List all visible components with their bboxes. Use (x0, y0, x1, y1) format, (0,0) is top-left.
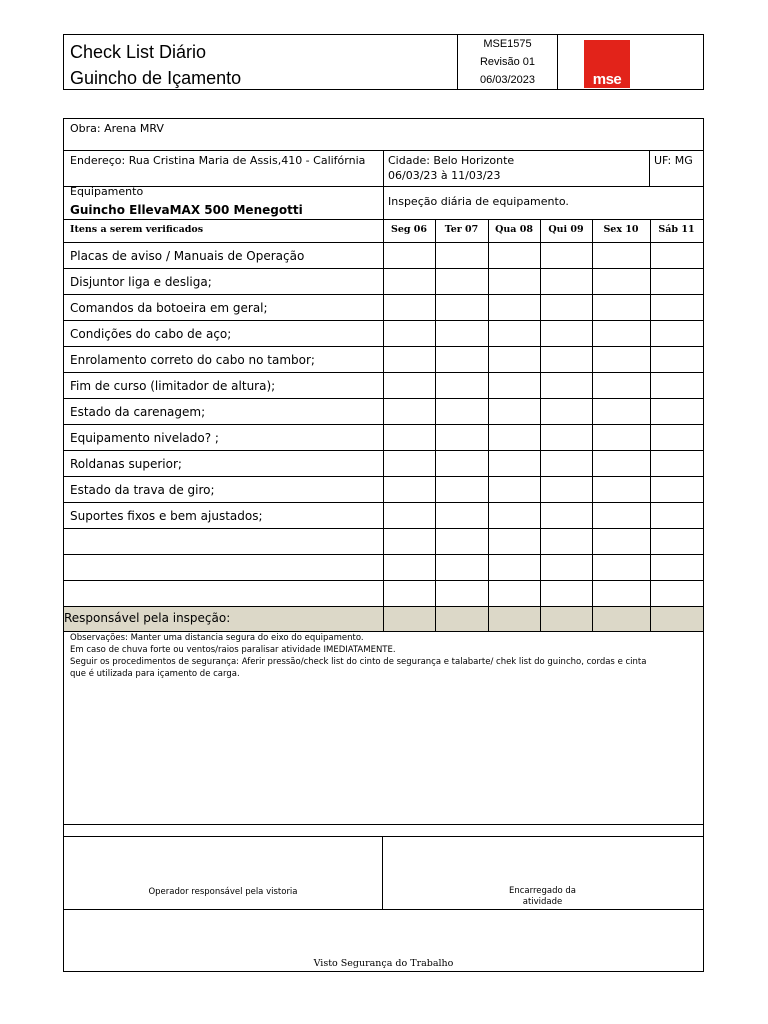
day-header-tue: Ter 07 (444, 224, 479, 235)
visto-seguranca-label: Visto Segurança do Trabalho (313, 958, 454, 969)
checklist-item: Estado da trava de giro; (70, 483, 215, 497)
mse-logo (584, 40, 630, 88)
column-divider (383, 286, 384, 631)
checklist-item: Suportes fixos e bem ajustados; (70, 509, 263, 523)
title-line1: Check List Diário (70, 42, 207, 62)
checklist-item: Enrolamento correto do cabo no tambor; (70, 353, 315, 367)
checklist-item: Condições do cabo de aço; (70, 327, 232, 341)
checklist-item: Roldanas superior; (70, 457, 182, 471)
checklist-item: Disjuntor liga e desliga; (70, 275, 212, 289)
observacao-line: Seguir os procedimentos de segurança: Aferir pressão/check list do cinto de segurança e talabarte/ chek list do guincho, cordas e cinta (70, 657, 647, 667)
divider (64, 836, 703, 837)
checklist-item: Equipamento nivelado? ; (70, 431, 219, 445)
document-header (63, 34, 704, 90)
divider (649, 150, 650, 186)
obra-field: Obra: Arena MRV (70, 122, 164, 135)
title-block (64, 35, 458, 89)
column-divider (435, 219, 436, 631)
day-header-mon: Seg 06 (390, 224, 428, 235)
items-header: Itens a serem verificados (70, 224, 204, 235)
uf-field: UF: MG (654, 154, 693, 167)
checklist-item: Placas de aviso / Manuais de Operação (70, 249, 305, 263)
encarregado-line2: atividade (522, 897, 563, 907)
checklist-item: Estado da carenagem; (70, 405, 206, 419)
checklist-item: Fim de curso (limitador de altura); (70, 379, 276, 393)
observacao-line: Em caso de chuva forte ou ventos/raios paralisar atividade IMEDIATAMENTE. (70, 645, 396, 655)
divider (64, 909, 703, 910)
observacao-line: que é utilizada para içamento de carga. (70, 669, 240, 679)
title-line2: Guincho de Içamento (70, 68, 242, 88)
endereco-field: Endereço: Rua Cristina Maria de Assis,410 - Califórnia (70, 154, 366, 167)
doc-code: MSE1575 (483, 38, 532, 50)
encarregado-signature-label (382, 886, 703, 908)
column-divider (592, 219, 593, 631)
responsavel-label: Responsável pela inspeção: (64, 611, 231, 625)
checklist-item: Comandos da botoeira em geral; (70, 301, 268, 315)
inspecao-field: Inspeção diária de equipamento. (388, 195, 569, 208)
logo-text: mse (592, 71, 622, 88)
divider (64, 186, 703, 187)
divider (64, 219, 703, 220)
day-header-fri: Sex 10 (603, 224, 639, 235)
divider (383, 150, 384, 286)
equipamento-label: Equipamento (70, 185, 144, 198)
periodo-field: 06/03/23 à 11/03/23 (388, 169, 501, 182)
column-divider (488, 219, 489, 631)
doc-revision: Revisão 01 (479, 56, 536, 68)
divider (64, 824, 703, 825)
checklist-form (63, 118, 704, 972)
operador-signature-label: Operador responsável pela vistoria (148, 887, 298, 897)
day-header-sat: Sáb 11 (658, 224, 695, 235)
cidade-field: Cidade: Belo Horizonte (388, 154, 515, 167)
observacoes-block (70, 632, 700, 680)
document-meta (458, 35, 558, 89)
observacao-line: Observações: Manter uma distancia segura do eixo do equipamento. (70, 633, 364, 643)
day-header-wed: Qua 08 (495, 224, 533, 235)
doc-date: 06/03/2023 (479, 74, 536, 86)
column-divider (540, 219, 541, 631)
equipamento-name: Guincho EllevaMAX 500 Menegotti (70, 203, 303, 217)
encarregado-line1: Encarregado da (508, 886, 577, 896)
column-divider (650, 219, 651, 631)
day-header-thu: Qui 09 (548, 224, 584, 235)
